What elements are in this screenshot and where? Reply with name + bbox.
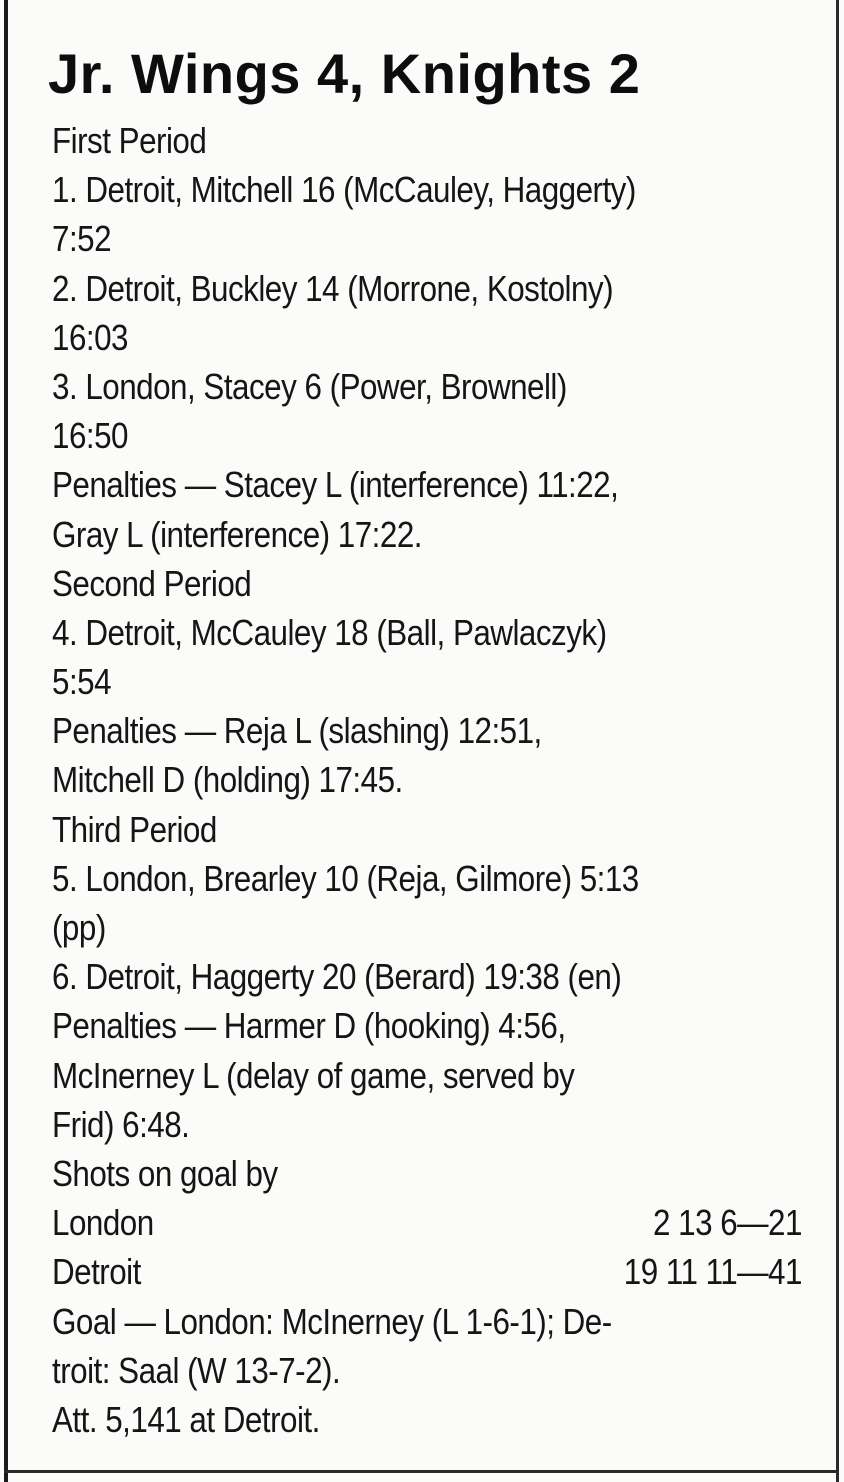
bottom-border-rule <box>4 1470 839 1473</box>
shots-heading: Shots on goal by <box>52 1152 278 1194</box>
penalties-3-end: Frid) 6:48. <box>52 1103 190 1145</box>
goal-5-cont: (pp) <box>52 907 106 948</box>
goal-4-time: 5:54 <box>52 661 112 703</box>
shots-team-name: London <box>52 1202 154 1244</box>
third-period-heading: Third Period <box>52 808 217 850</box>
penalties-2-line: Penalties — Reja L (slashing) 12:51, <box>52 710 542 752</box>
goal-5-line: 5. London, Brearley 10 (Reja, Gilmore) 5:13 <box>52 857 639 899</box>
goal-1-line: 1. Detroit, Mitchell 16 (McCauley, Haggerty) <box>52 169 636 211</box>
first-period-heading: First Period <box>52 120 207 161</box>
goal-6-line: 6. Detroit, Haggerty 20 (Berard) 19:38 (en) <box>52 956 622 998</box>
shots-row-london <box>52 1198 802 1247</box>
goal-3-line: 3. London, Stacey 6 (Power, Brownell) <box>52 365 567 407</box>
goal-4-line: 4. Detroit, McCauley 18 (Ball, Pawlaczyk) <box>52 611 607 653</box>
summary-body <box>52 116 802 1444</box>
penalties-3-line: Penalties — Harmer D (hooking) 4:56, <box>52 1005 566 1047</box>
left-border-rule <box>4 0 8 1482</box>
shots-team-name: Detroit <box>52 1251 141 1293</box>
goal-2-time: 16:03 <box>52 316 128 358</box>
goalies-line: Goal — London: McInerney (L 1-6-1); De- <box>52 1300 612 1342</box>
shots-row-detroit <box>52 1247 802 1296</box>
second-period-heading: Second Period <box>52 562 252 604</box>
right-border-rule <box>836 0 839 1482</box>
goal-3-time: 16:50 <box>52 415 128 457</box>
shots-period-totals: 2 13 6—21 <box>652 1202 802 1244</box>
shots-period-totals: 19 11 11—41 <box>623 1251 802 1293</box>
goalies-cont: troit: Saal (W 13-7-2). <box>52 1349 341 1391</box>
goal-2-line: 2. Detroit, Buckley 14 (Morrone, Kostolny) <box>52 267 614 309</box>
goal-1-time: 7:52 <box>52 218 112 260</box>
penalties-1-line: Penalties — Stacey L (interference) 11:22, <box>52 464 619 506</box>
headline: Jr. Wings 4, Knights 2 <box>48 42 641 105</box>
attendance-line: Att. 5,141 at Detroit. <box>52 1398 320 1440</box>
penalties-3-cont: McInerney L (delay of game, served by <box>52 1054 575 1096</box>
penalties-2-cont: Mitchell D (holding) 17:45. <box>52 759 403 801</box>
penalties-1-cont: Gray L (interference) 17:22. <box>52 513 422 555</box>
